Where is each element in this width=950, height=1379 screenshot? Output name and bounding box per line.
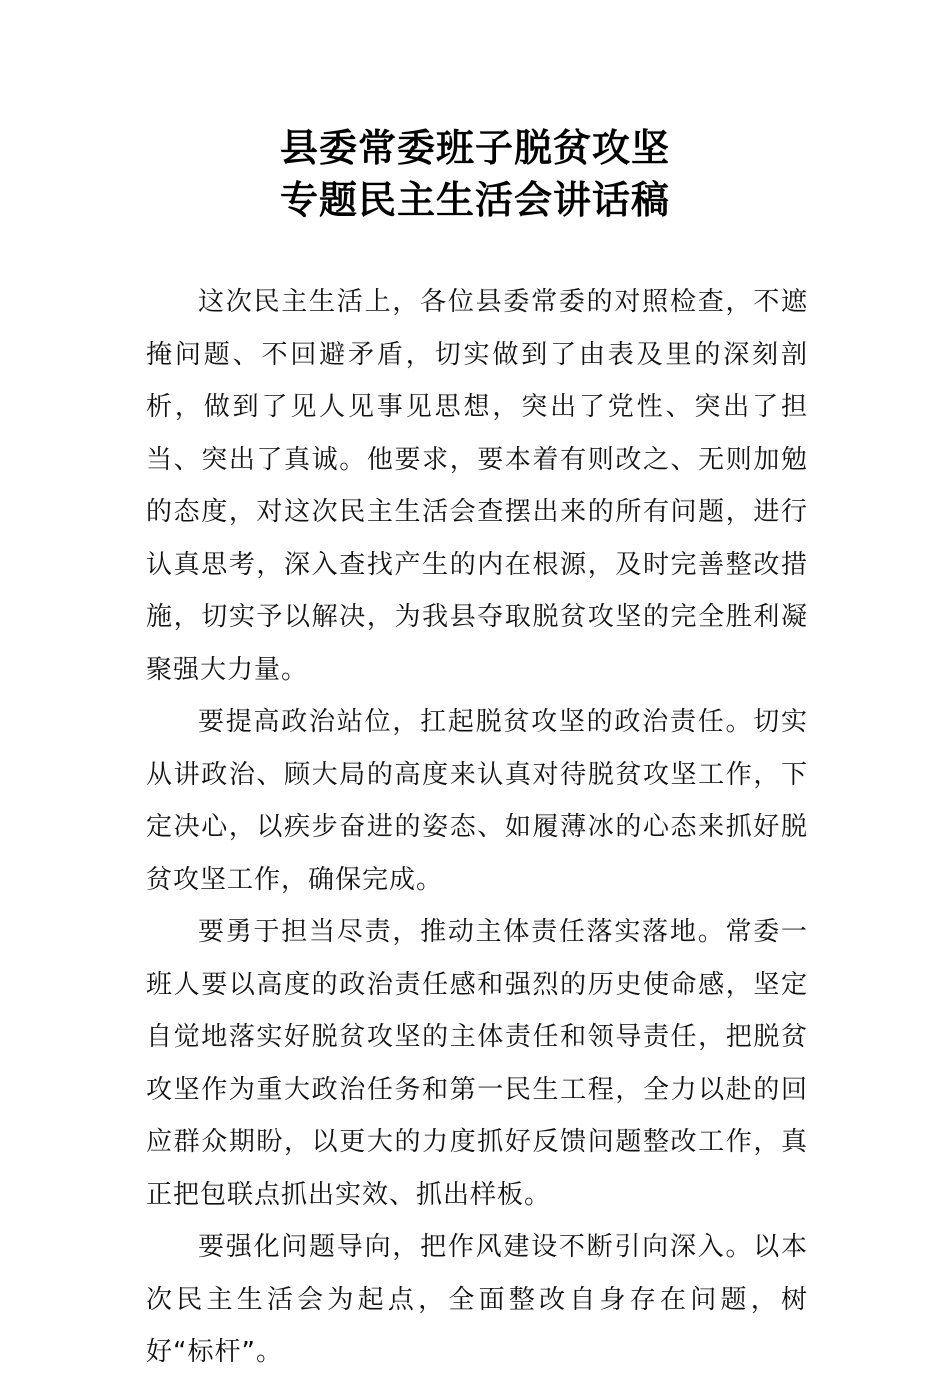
paragraph-2: 要提高政治站位，扛起脱贫攻坚的政治责任。切实从讲政治、顾大局的高度来认真对待脱贫攻坚工作，下定决心，以疾步奋进的姿态、如履薄冰的心态来抓好脱贫攻坚工作，确保完成。 [146, 707, 808, 895]
paragraph-1: 这次民主生活上，各位县委常委的对照检查，不遮掩问题、不回避矛盾，切实做到了由表及里的深刻剖析，做到了见人见事见思想，突出了党性、突出了担当、突出了真诚。他要求，要本着有则改之、无则加勉的态度，对这次民主生活会查摆出来的所有问题，进行认真思考，深入查找产生的内在根源，及时完善整改措施，切实予以解决，为我县夺取脱贫攻坚的完全胜利凝聚强大力量。 [146, 287, 808, 685]
document-title [0, 122, 950, 226]
document-body [146, 276, 808, 1379]
paragraph-4: 要强化问题导向，把作风建设不断引向深入。以本次民主生活会为起点，全面整改自身存在问题，树好“标杆”。 [146, 1232, 808, 1367]
paragraph-3: 要勇于担当尽责，推动主体责任落实落地。常委一班人要以高度的政治责任感和强烈的历史使命感，坚定自觉地落实好脱贫攻坚的主体责任和领导责任，把脱贫攻坚作为重大政治任务和第一民生工程，全力以赴的回应群众期盼，以更大的力度抓好反馈问题整改工作，真正把包联点抓出实效、抓出样板。 [146, 917, 808, 1210]
title-line-1: 县委常委班子脱贫攻坚 [279, 125, 670, 170]
title-line-2: 专题民主生活会讲话稿 [279, 177, 670, 222]
